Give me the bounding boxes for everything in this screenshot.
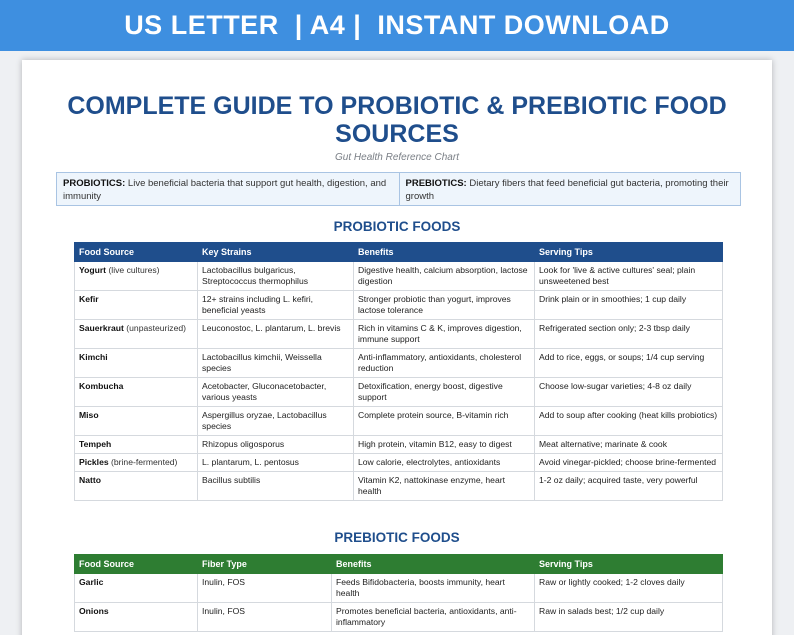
key-strains-cell: L. plantarum, L. pentosus xyxy=(198,454,354,472)
food-name: Sauerkraut xyxy=(79,323,124,333)
key-strains-cell: Lactobacillus bulgaricus, Streptococcus thermophilus xyxy=(198,262,354,291)
key-strains-cell: Leuconostoc, L. plantarum, L. brevis xyxy=(198,320,354,349)
prebiotics-label: PREBIOTICS: xyxy=(405,178,467,189)
table-row xyxy=(75,603,723,632)
food-source-cell xyxy=(75,472,198,501)
column-header: Benefits xyxy=(354,243,535,262)
benefits-cell: Vitamin K2, nattokinase enzyme, heart health xyxy=(354,472,535,501)
food-source-cell xyxy=(75,349,198,378)
benefits-cell: Rich in vitamins C & K, improves digestion, immune support xyxy=(354,320,535,349)
serving-tips-cell: Look for 'live & active cultures' seal; plain unsweetened best xyxy=(535,262,723,291)
prebiotic-table xyxy=(74,554,723,632)
benefits-cell: Low calorie, electrolytes, antioxidants xyxy=(354,454,535,472)
document-subtitle: Gut Health Reference Chart xyxy=(335,152,459,163)
food-source-cell xyxy=(75,454,198,472)
serving-tips-cell: Drink plain or in smoothies; 1 cup daily xyxy=(535,291,723,320)
benefits-cell: Promotes beneficial bacteria, antioxidants, anti-inflammatory xyxy=(332,603,535,632)
serving-tips-cell: Choose low-sugar varieties; 4-8 oz daily xyxy=(535,378,723,407)
table-row xyxy=(75,378,723,407)
table-row xyxy=(75,574,723,603)
column-header: Key Strains xyxy=(198,243,354,262)
column-header: Fiber Type xyxy=(198,555,332,574)
probiotics-definition xyxy=(57,173,399,205)
probiotic-table-header xyxy=(75,243,723,262)
prebiotics-text: Dietary fibers that feed beneficial gut bacteria, promoting their growth xyxy=(405,178,729,202)
table-row xyxy=(75,472,723,501)
probiotics-label: PROBIOTICS: xyxy=(63,178,126,189)
food-source-cell xyxy=(75,291,198,320)
food-name: Onions xyxy=(79,606,109,616)
food-name: Kimchi xyxy=(79,352,108,362)
benefits-cell: High protein, vitamin B12, easy to digest xyxy=(354,436,535,454)
food-name: Pickles xyxy=(79,457,109,467)
food-source-cell xyxy=(75,320,198,349)
food-name: Kombucha xyxy=(79,381,124,391)
document-title: COMPLETE GUIDE TO PROBIOTIC & PREBIOTIC FOOD SOURCES xyxy=(67,92,727,148)
column-header: Serving Tips xyxy=(535,243,723,262)
serving-tips-cell: Avoid vinegar-pickled; choose brine-fermented xyxy=(535,454,723,472)
key-strains-cell: Rhizopus oligosporus xyxy=(198,436,354,454)
food-name: Miso xyxy=(79,410,99,420)
fiber-type-cell: Inulin, FOS xyxy=(198,603,332,632)
banner-text: US LETTER | A4 | INSTANT DOWNLOAD xyxy=(124,10,670,40)
prebiotic-section-heading: PREBIOTIC FOODS xyxy=(334,530,460,545)
food-note: (unpasteurized) xyxy=(123,323,187,333)
food-name: Natto xyxy=(79,475,101,485)
probiotics-text: Live beneficial bacteria that support gut health, digestion, and immunity xyxy=(63,178,387,202)
benefits-cell: Stronger probiotic than yogurt, improves lactose tolerance xyxy=(354,291,535,320)
serving-tips-cell: Add to soup after cooking (heat kills probiotics) xyxy=(535,407,723,436)
food-source-cell xyxy=(75,574,198,603)
serving-tips-cell: 1-2 oz daily; acquired taste, very powerful xyxy=(535,472,723,501)
serving-tips-cell: Meat alternative; marinate & cook xyxy=(535,436,723,454)
table-row xyxy=(75,291,723,320)
key-strains-cell: Aspergillus oryzae, Lactobacillus species xyxy=(198,407,354,436)
benefits-cell: Digestive health, calcium absorption, lactose digestion xyxy=(354,262,535,291)
prebiotics-definition xyxy=(399,173,741,205)
food-source-cell xyxy=(75,378,198,407)
food-note: (live cultures) xyxy=(106,265,160,275)
table-row xyxy=(75,436,723,454)
food-name: Tempeh xyxy=(79,439,112,449)
food-source-cell xyxy=(75,407,198,436)
key-strains-cell: 12+ strains including L. kefiri, beneficial yeasts xyxy=(198,291,354,320)
food-note: (brine-fermented) xyxy=(108,457,178,467)
document-sheet xyxy=(22,60,772,635)
fiber-type-cell: Inulin, FOS xyxy=(198,574,332,603)
benefits-cell: Feeds Bifidobacteria, boosts immunity, heart health xyxy=(332,574,535,603)
food-source-cell xyxy=(75,262,198,291)
table-row xyxy=(75,454,723,472)
column-header: Serving Tips xyxy=(535,555,723,574)
probiotic-table xyxy=(74,242,723,501)
table-row xyxy=(75,349,723,378)
prebiotic-table-header xyxy=(75,555,723,574)
serving-tips-cell: Raw in salads best; 1/2 cup daily xyxy=(535,603,723,632)
serving-tips-cell: Refrigerated section only; 2-3 tbsp daily xyxy=(535,320,723,349)
serving-tips-cell: Raw or lightly cooked; 1-2 cloves daily xyxy=(535,574,723,603)
key-strains-cell: Acetobacter, Gluconacetobacter, various yeasts xyxy=(198,378,354,407)
food-name: Garlic xyxy=(79,577,104,587)
food-name: Kefir xyxy=(79,294,99,304)
benefits-cell: Anti-inflammatory, antioxidants, cholesterol reduction xyxy=(354,349,535,378)
serving-tips-cell: Add to rice, eggs, or soups; 1/4 cup serving xyxy=(535,349,723,378)
benefits-cell: Detoxification, energy boost, digestive support xyxy=(354,378,535,407)
food-name: Yogurt xyxy=(79,265,107,275)
table-row xyxy=(75,407,723,436)
table-row xyxy=(75,262,723,291)
promo-banner xyxy=(0,0,794,51)
benefits-cell: Complete protein source, B-vitamin rich xyxy=(354,407,535,436)
key-strains-cell: Bacillus subtilis xyxy=(198,472,354,501)
column-header: Benefits xyxy=(332,555,535,574)
definitions-box xyxy=(56,172,741,206)
column-header: Food Source xyxy=(75,555,198,574)
key-strains-cell: Lactobacillus kimchii, Weissella species xyxy=(198,349,354,378)
probiotic-section-heading: PROBIOTIC FOODS xyxy=(333,219,461,234)
column-header: Food Source xyxy=(75,243,198,262)
food-source-cell xyxy=(75,436,198,454)
table-row xyxy=(75,320,723,349)
food-source-cell xyxy=(75,603,198,632)
